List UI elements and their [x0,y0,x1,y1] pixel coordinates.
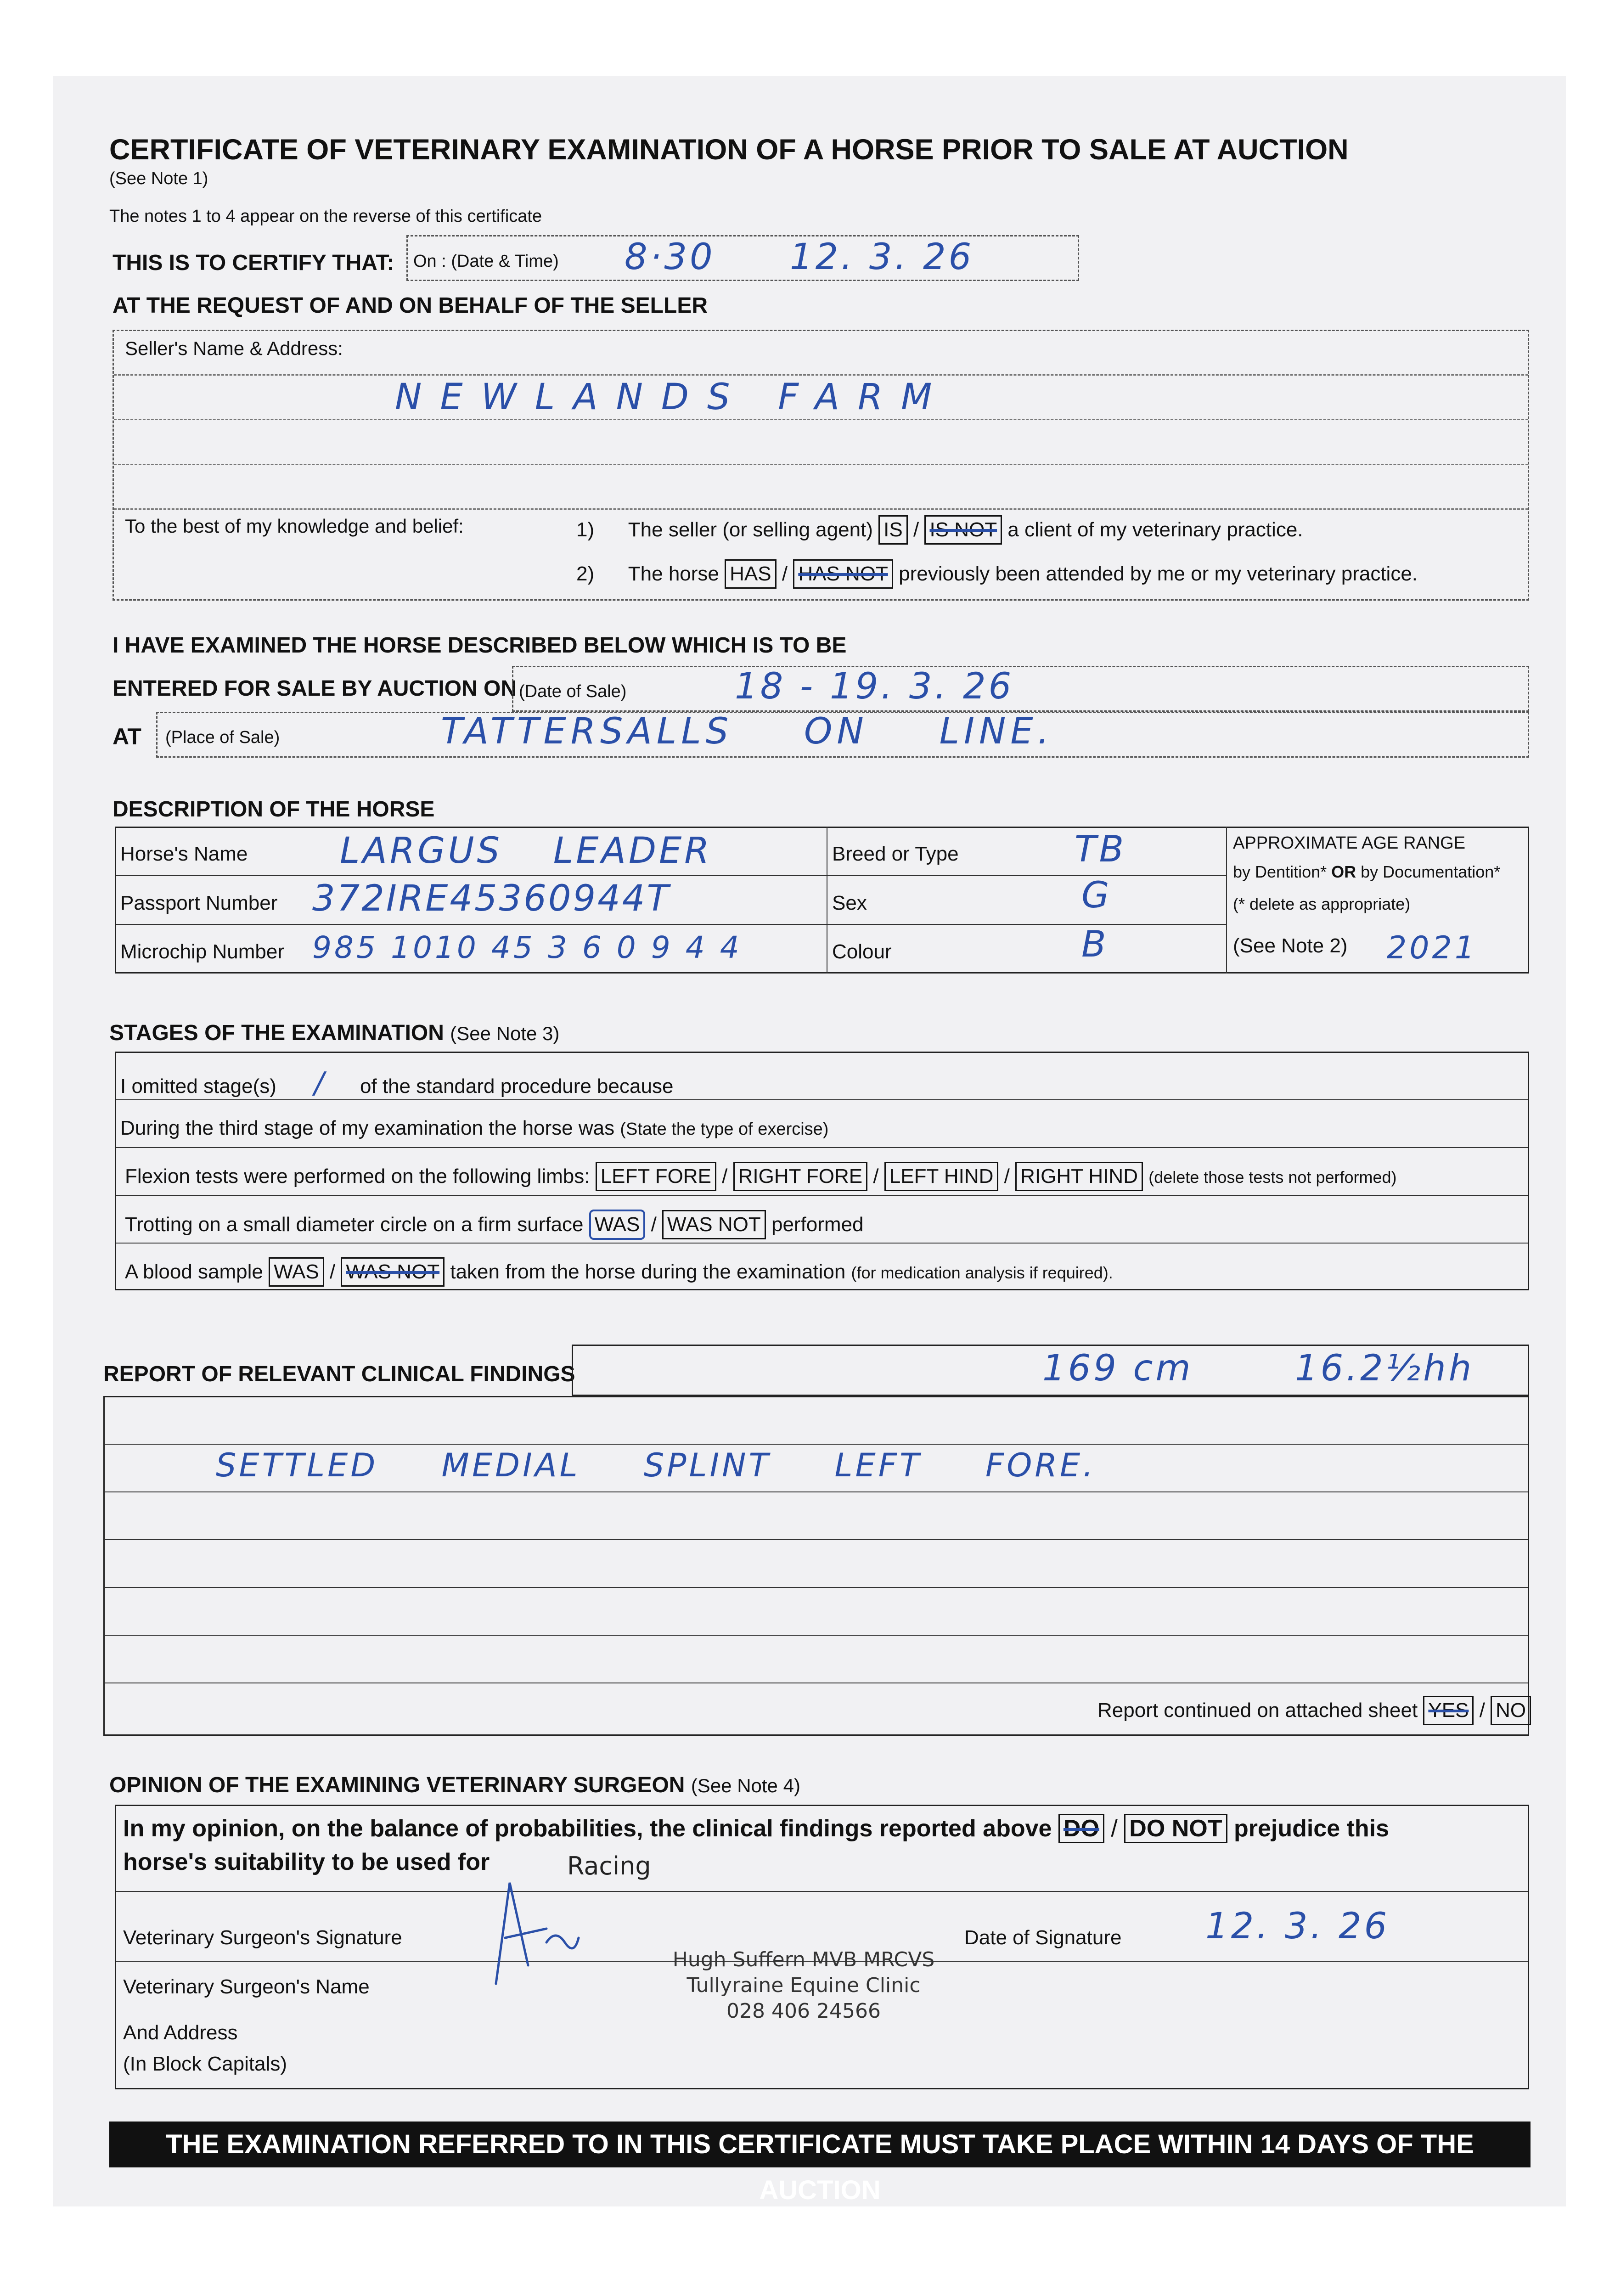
seller-item-2 [576,559,1418,589]
passport-label: Passport Number [120,892,278,914]
microchip-handwritten: 985 1010 45 3 6 0 9 4 4 [312,930,742,965]
flex-sep-2: / [873,1165,879,1187]
stages-heading [109,1020,559,1046]
report-continued [1097,1696,1531,1725]
item-1-text: The seller (or selling agent) [628,518,873,541]
report-line-5 [104,1635,1528,1636]
item-2-suffix: previously been attended by me or my veterinary practice. [899,563,1418,585]
seller-item-1 [576,515,1303,545]
opinion-do-option: DO [1058,1814,1104,1843]
stamp-name: Hugh Suffern MVB MRCVS [672,1948,935,1971]
flex-sep-1: / [722,1165,728,1187]
report-line-3 [104,1539,1528,1540]
third-stage-note: (State the type of exercise) [620,1120,829,1139]
third-stage-row [120,1117,828,1140]
request-label: AT THE REQUEST OF AND ON BEHALF OF THE SELLER [113,293,708,318]
omitted-handwritten: / [314,1066,327,1100]
stages-line-4 [116,1243,1528,1244]
report-line-2 [104,1491,1528,1492]
trot-sep: / [651,1213,657,1236]
seller-line-3 [114,464,1528,465]
seller-label: Seller's Name & Address: [125,338,343,359]
title-note: (See Note 1) [109,169,208,188]
horse-name-handwritten: LARGUS LEADER [340,830,712,872]
omitted-suffix: of the standard procedure because [360,1075,674,1097]
third-stage-label: During the third stage of my examination the horse was [120,1117,615,1139]
vet-name-label: Veterinary Surgeon's Name [123,1975,370,1998]
opinion-statement-end: prejudice this [1233,1815,1390,1842]
blood-sep: / [329,1261,336,1283]
flex-left-fore: LEFT FORE [596,1162,716,1191]
age-handwritten: 2021 [1387,930,1478,966]
signature-scribble [478,1874,588,1988]
flex-right-hind: RIGHT HIND [1015,1162,1143,1191]
sex-label: Sex [832,892,867,914]
use-stamp: Racing [567,1851,651,1880]
blood-row [125,1257,1113,1287]
signature-label: Veterinary Surgeon's Signature [123,1926,402,1949]
age-see-note: (See Note 2) [1233,934,1348,957]
item-1-suffix: a client of my veterinary practice. [1007,518,1303,541]
breed-handwritten: TB [1075,829,1127,870]
belief-label: To the best of my knowledge and belief: [125,515,464,537]
trot-was-not-option: WAS NOT [662,1210,766,1239]
item-2-number: 2) [576,563,595,585]
blood-label: A blood sample [125,1261,263,1283]
passport-handwritten: 372IRE45360944T [312,878,671,919]
footer-banner: THE EXAMINATION REFERRED TO IN THIS CERTIFICATE MUST TAKE PLACE WITHIN 14 DAYS OF THE AUCTION [109,2122,1531,2167]
seller-line-1 [114,374,1528,376]
stages-heading-text: STAGES OF THE EXAMINATION [109,1021,444,1045]
stamp-clinic: Tullyraine Equine Clinic [687,1974,921,1997]
is-option: IS [878,515,908,545]
opinion-line-1-text [123,1814,1389,1843]
desc-divider-2 [1226,827,1227,974]
finding-handwritten: SETTLED MEDIAL SPLINT LEFT FORE. [216,1446,1096,1484]
at-label: AT [113,724,141,749]
horse-name-label: Horse's Name [120,843,248,865]
opinion-line-2-text: horse's suitability to be used for [123,1849,490,1875]
colour-handwritten: B [1081,924,1109,965]
stamp-phone: 028 406 24566 [726,1999,881,2023]
certify-label: THIS IS TO CERTIFY THAT: [113,251,394,275]
opinion-heading-text: OPINION OF THE EXAMINING VETERINARY SURGEON [109,1773,685,1797]
opinion-do-not-option: DO NOT [1124,1814,1227,1843]
item-2-text: The horse [628,563,719,585]
continued-sep: / [1479,1699,1485,1722]
blood-suffix: taken from the horse during the examination [450,1261,846,1283]
stages-line-3 [116,1195,1528,1196]
height-hh-handwritten: 16.2½hh [1295,1348,1474,1389]
has-not-option: HAS NOT [793,559,893,589]
date-signature-label: Date of Signature [964,1926,1122,1949]
exam-date-handwritten: 12. 3. 26 [790,236,974,278]
notes-info: The notes 1 to 4 appear on the reverse of this certificate [109,207,542,226]
report-line-4 [104,1587,1528,1588]
blood-was-option: WAS [269,1257,324,1287]
is-not-option: IS NOT [924,515,1002,545]
continued-no: NO [1491,1696,1531,1725]
omitted-row [120,1066,673,1100]
opinion-heading [109,1773,800,1798]
breed-label: Breed or Type [832,843,959,865]
item-2-separator: / [782,563,788,585]
opinion-heading-note: (See Note 4) [691,1775,800,1796]
by-documentation: by Documentation* [1361,862,1501,881]
desc-row-line-1 [116,875,1226,876]
flexion-label: Flexion tests were performed on the following limbs: [125,1165,590,1187]
trot-label: Trotting on a small diameter circle on a firm surface [125,1213,584,1236]
age-delete-note: (* delete as appropriate) [1233,895,1411,913]
seller-line-4 [114,508,1528,510]
trot-was-option: WAS [589,1210,646,1240]
omitted-label: I omitted stage(s) [120,1075,276,1097]
sex-handwritten: G [1081,875,1112,916]
item-1-separator: / [913,518,919,541]
sale-place-handwritten: TATTERSALLS ON LINE. [441,711,1054,752]
blood-was-not-option: WAS NOT [341,1257,445,1287]
report-line-1 [104,1444,1528,1445]
continued-yes: YES [1423,1696,1474,1725]
age-or: OR [1331,862,1356,881]
seller-name-handwritten: NEWLANDS FARM [395,377,951,418]
vet-stamp [643,1947,964,2024]
by-dentition: by Dentition* [1233,862,1327,881]
date-of-sale-label: (Date of Sale) [519,682,627,701]
sale-date-box [512,666,1529,712]
flex-sep-3: / [1004,1165,1010,1187]
sale-date-handwritten: 18 - 19. 3. 26 [735,666,1014,707]
report-heading: REPORT OF RELEVANT CLINICAL FINDINGS [103,1362,575,1386]
opinion-sep: / [1111,1815,1118,1842]
blood-note: (for medication analysis if required). [851,1263,1113,1282]
age-range-title: APPROXIMATE AGE RANGE [1233,833,1466,853]
exam-time-handwritten: 8·30 [625,236,715,278]
age-method [1233,862,1500,882]
has-option: HAS [725,559,776,589]
on-date-time-label: On : (Date & Time) [413,252,559,271]
vet-address-label: And Address [123,2021,238,2044]
stages-heading-note: (See Note 3) [450,1023,560,1044]
flexion-row [125,1162,1397,1191]
examined-label: I HAVE EXAMINED THE HORSE DESCRIBED BELOW WHICH IS TO BE [113,633,847,658]
flexion-note: (delete those tests not performed) [1148,1168,1397,1187]
flex-left-hind: LEFT HIND [884,1162,999,1191]
opinion-statement: In my opinion, on the balance of probabilities, the clinical findings reported above [123,1815,1052,1842]
microchip-label: Microchip Number [120,940,284,963]
signature-date-handwritten: 12. 3. 26 [1205,1906,1390,1947]
stages-line-2 [116,1147,1528,1148]
seller-line-2 [114,419,1528,420]
description-heading: DESCRIPTION OF THE HORSE [113,797,435,822]
desc-row-line-2 [116,924,1226,925]
certificate-title: CERTIFICATE OF VETERINARY EXAMINATION OF A HORSE PRIOR TO SALE AT AUCTION [109,134,1349,166]
entered-label: ENTERED FOR SALE BY AUCTION ON [113,676,517,701]
opinion-line-1 [116,1891,1528,1892]
flex-right-fore: RIGHT FORE [733,1162,868,1191]
continued-label: Report continued on attached sheet [1097,1699,1418,1722]
block-capitals-label: (In Block Capitals) [123,2053,287,2075]
colour-label: Colour [832,940,892,963]
trot-row [125,1210,864,1240]
place-of-sale-label: (Place of Sale) [165,728,280,747]
item-1-number: 1) [576,518,595,541]
trot-suffix: performed [771,1213,864,1236]
height-cm-handwritten: 169 cm [1042,1348,1193,1389]
